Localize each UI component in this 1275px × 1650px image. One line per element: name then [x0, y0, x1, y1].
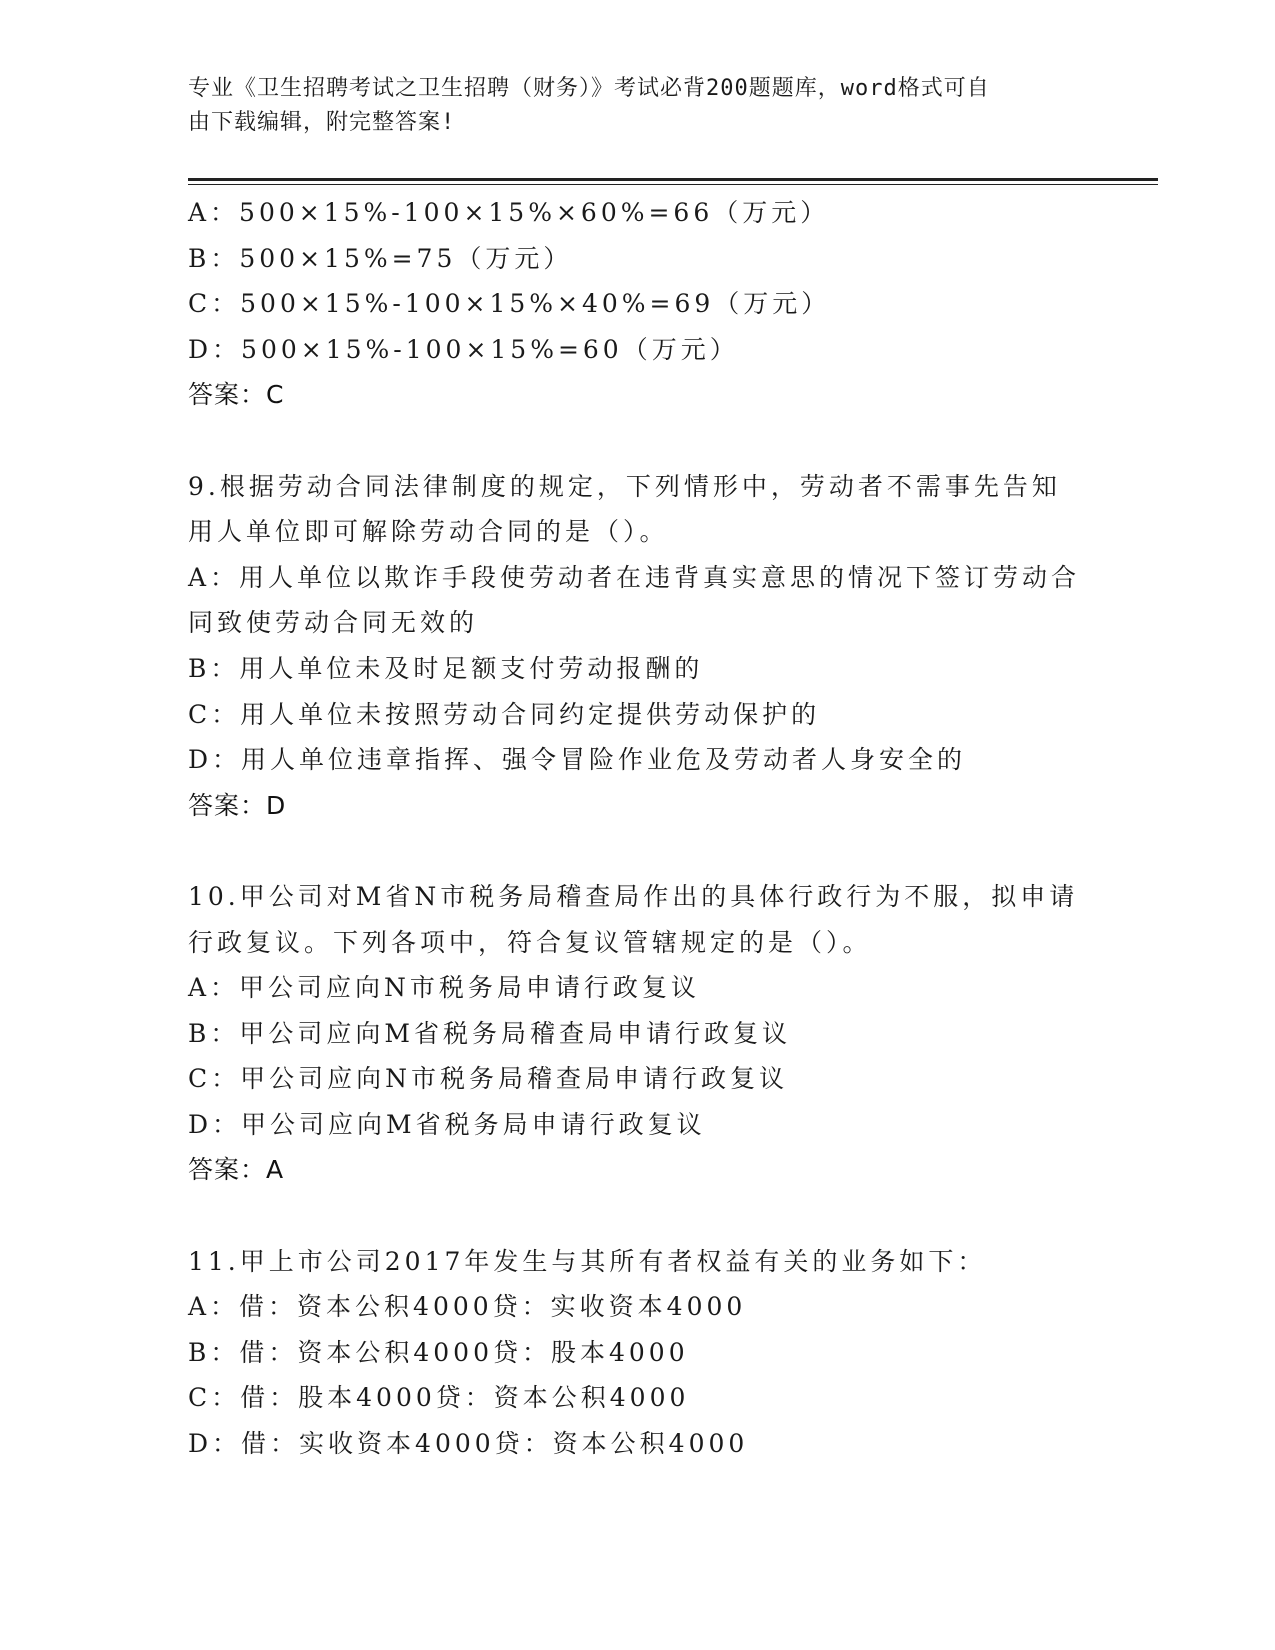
option-b: B：500×15%=75（万元）	[188, 243, 573, 273]
option-a-continued: 同致使劳动合同无效的	[188, 608, 479, 638]
question-8	[188, 190, 1188, 418]
option-a: A：甲公司应向N市税务局申请行政复议	[188, 973, 700, 1003]
answer-label: 答案：A	[188, 1155, 285, 1185]
spacer	[188, 418, 1188, 464]
option-b: B：借：资本公积4000贷：股本4000	[188, 1337, 689, 1367]
header-divider-thick	[188, 178, 1158, 181]
question-stem-line: 用人单位即可解除劳动合同的是（）。	[188, 517, 669, 547]
answer-label: 答案：D	[188, 790, 287, 820]
question-10	[188, 874, 1188, 1193]
option-a: A：500×15%-100×15%×60%=66（万元）	[188, 198, 830, 227]
question-stem-line: 行政复议。下列各项中，符合复议管辖规定的是（）。	[188, 927, 872, 957]
spacer	[188, 1193, 1188, 1239]
question-stem-line: 9.根据劳动合同法律制度的规定，下列情形中，劳动者不需事先告知	[188, 471, 1061, 501]
answer-label: 答案：C	[188, 380, 285, 410]
option-b: B：甲公司应向M省税务局稽查局申请行政复议	[188, 1018, 791, 1048]
option-a: A：借：资本公积4000贷：实收资本4000	[188, 1292, 747, 1322]
question-list	[188, 190, 1188, 1467]
option-d: D：500×15%-100×15%=60（万元）	[188, 334, 739, 364]
question-stem-line: 11.甲上市公司2017年发生与其所有者权益有关的业务如下：	[188, 1246, 987, 1276]
question-9	[188, 464, 1188, 829]
header-line-1: 专业《卫生招聘考试之卫生招聘（财务）》考试必背200题题库，word格式可自	[188, 76, 990, 101]
option-c: C：500×15%-100×15%×40%=69（万元）	[188, 289, 831, 319]
option-c: C：用人单位未按照劳动合同约定提供劳动保护的	[188, 699, 821, 729]
header-line-2: 由下载编辑，附完整答案!	[188, 110, 456, 135]
option-c: C：借：股本4000贷：资本公积4000	[188, 1383, 690, 1413]
option-b: B：用人单位未及时足额支付劳动报酬的	[188, 653, 704, 683]
spacer	[188, 828, 1188, 874]
document-header	[188, 72, 1078, 140]
header-divider-thin	[188, 184, 1158, 185]
option-d: D：用人单位违章指挥、强令冒险作业危及劳动者人身安全的	[188, 745, 967, 775]
option-d: D：甲公司应向M省税务局申请行政复议	[188, 1109, 706, 1139]
question-11	[188, 1239, 1188, 1467]
question-stem-line: 10.甲公司对M省N市税务局稽查局作出的具体行政行为不服，拟申请	[188, 881, 1079, 911]
option-a: A：用人单位以欺诈手段使劳动者在违背真实意思的情况下签订劳动合	[188, 562, 1081, 592]
option-d: D：借：实收资本4000贷：资本公积4000	[188, 1429, 749, 1459]
option-c: C：甲公司应向N市税务局稽查局申请行政复议	[188, 1064, 789, 1094]
